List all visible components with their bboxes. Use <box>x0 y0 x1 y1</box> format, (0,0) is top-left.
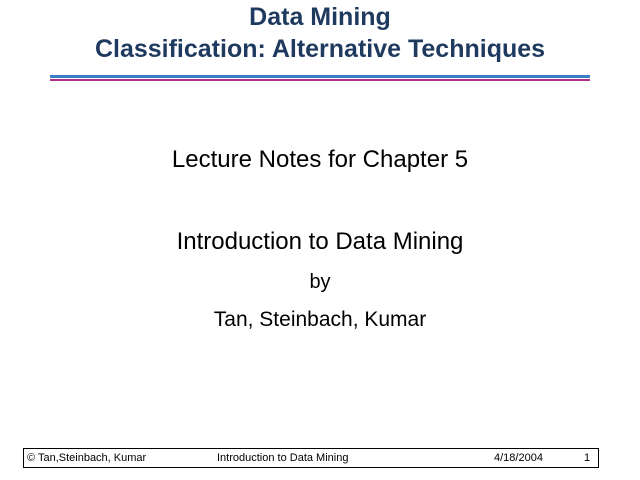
slide-title-line-2: Classification: Alternative Techniques <box>94 35 546 63</box>
slide-title-line-1: Data Mining <box>249 3 391 31</box>
authors: Tan, Steinbach, Kumar <box>213 308 427 331</box>
title-divider-blue <box>50 75 590 78</box>
footer-date: 4/18/2004 <box>494 452 543 464</box>
slide-footer <box>23 448 599 468</box>
footer-page-number: 1 <box>584 452 591 464</box>
lecture-notes-subtitle: Lecture Notes for Chapter 5 <box>171 146 469 173</box>
footer-book-title: Introduction to Data Mining <box>217 452 349 464</box>
by-label: by <box>309 271 331 293</box>
book-title: Introduction to Data Mining <box>176 228 464 255</box>
footer-copyright: © Tan,Steinbach, Kumar <box>27 452 147 464</box>
title-divider-magenta <box>50 79 590 81</box>
